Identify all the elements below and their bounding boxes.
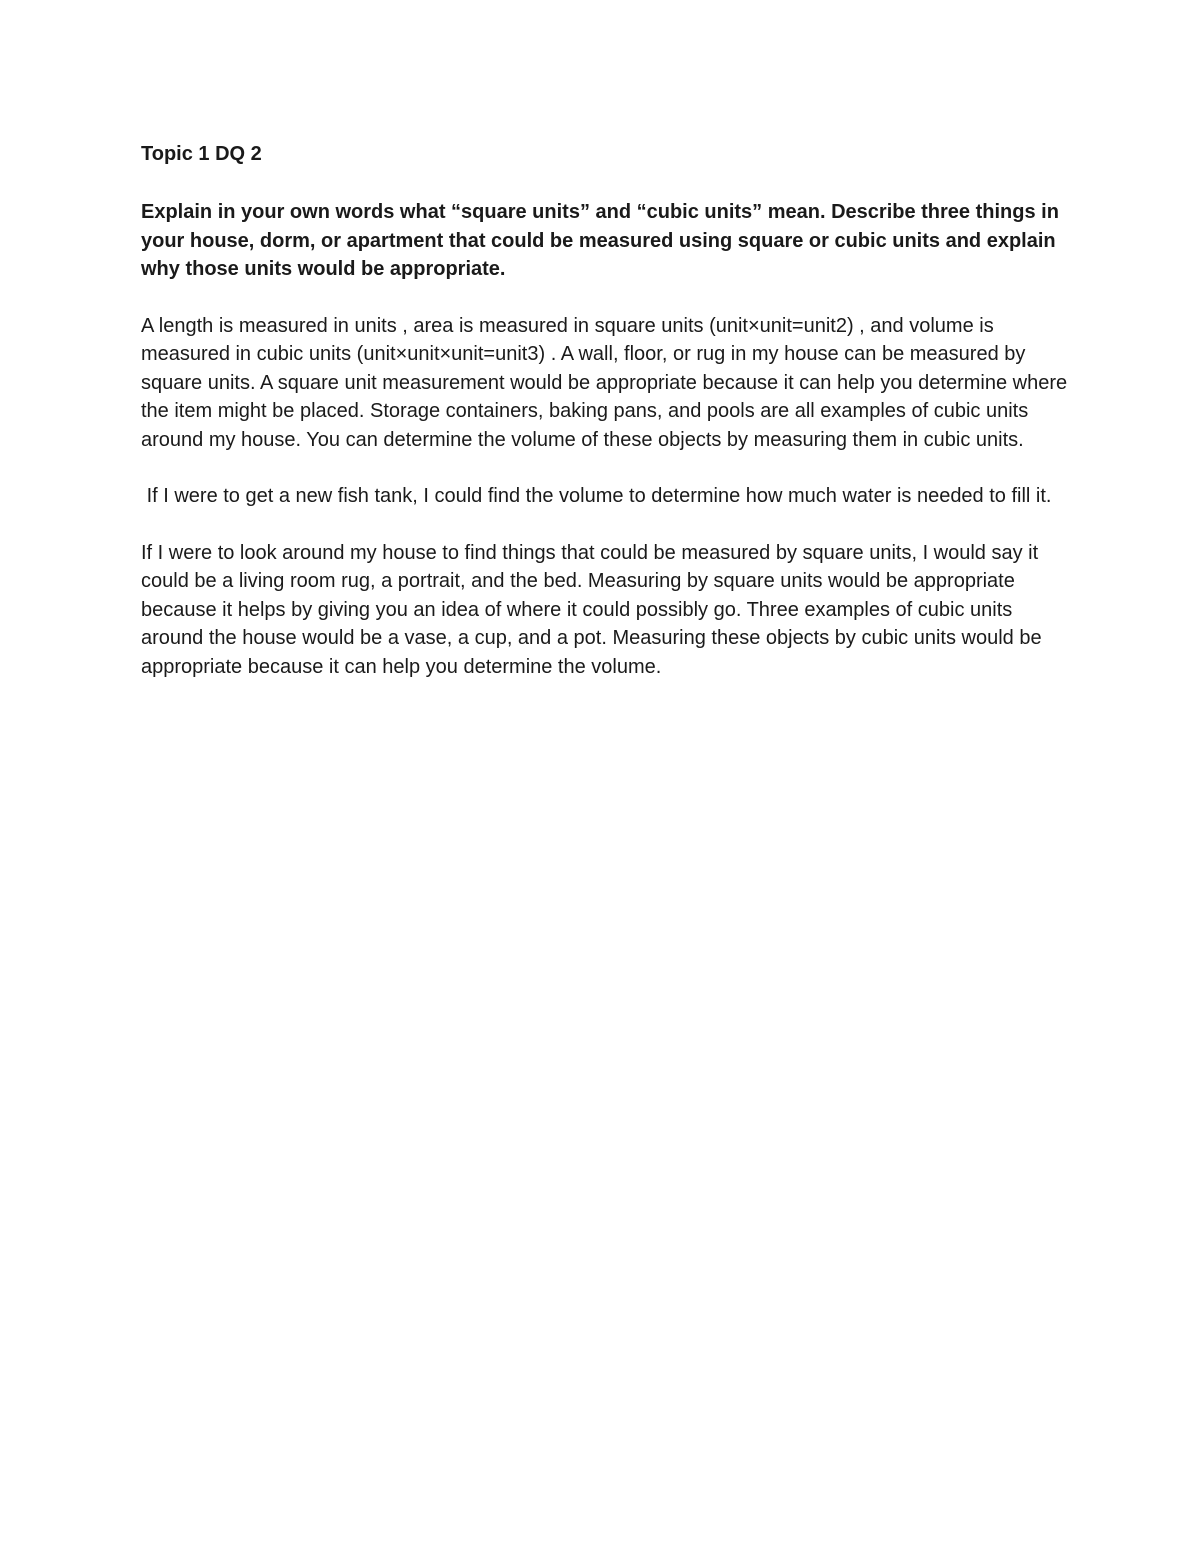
document-title: Topic 1 DQ 2: [141, 143, 262, 165]
paragraph-3: If I were to look around my house to find things that could be measured by square units, I would say it could be a living room rug, a portrait, and the bed. Measuring by square units would be appropriate because it helps by giving you an idea of where it could possibly go. Three examples of cubic units around the house would be a vase, a cup, and a pot. Measuring these objects by cubic units would be appropriate because it can help you determine the volume.: [141, 541, 1042, 678]
document-body: [141, 140, 1071, 709]
paragraph-1: A length is measured in units , area is measured in square units (unit×unit=unit2) , and volume is measured in cubic units (unit×unit×unit=unit3) . A wall, floor, or rug in my house can be measured by square units. A square unit measurement would be appropriate because it can help you determine where the item might be placed. Storage containers, baking pans, and pools are all examples of cubic units around my house. You can determine the volume of these objects by measuring them in cubic units.: [141, 314, 1068, 451]
paragraph-2: If I were to get a new fish tank, I could find the volume to determine how much water is needed to fill it.: [141, 485, 1052, 507]
discussion-prompt: Explain in your own words what “square units” and “cubic units” mean. Describe three things in your house, dorm, or apartment that could be measured using square or cubic units and explain why those units would be appropriate.: [141, 201, 1059, 280]
